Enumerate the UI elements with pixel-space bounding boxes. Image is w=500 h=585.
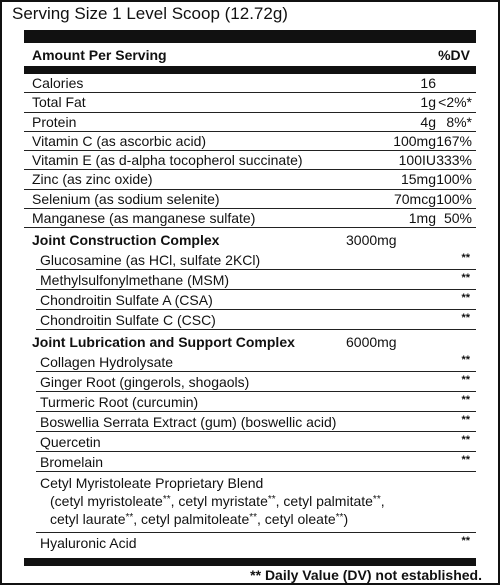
nutrient-name: Calories [32,75,84,91]
ingredient-name: Boswellia Serrata Extract (gum) (boswellic acid) [40,414,337,430]
ingredient-name: Ginger Root (gingerols, shogaols) [40,374,250,390]
divider-bar [24,558,476,566]
blend-component: , cetyl palmitate [275,493,373,509]
dv-not-established-mark: ** [461,292,470,304]
blend-component: cetyl laurate [50,511,126,527]
ingredient-row [36,533,476,553]
nutrient-name: Selenium (as sodium selenite) [32,190,220,207]
nutrient-name: Total Fat [32,94,86,111]
dv-not-established-mark: ** [249,512,258,523]
ingredient-name: Turmeric Root (curcumin) [40,394,199,410]
nutrient-row [24,113,476,132]
ingredient-name: Chondroitin Sulfate A (CSA) [40,292,213,308]
dv-not-established-mark: ** [372,494,381,505]
dv-not-established-mark: ** [461,434,470,446]
ingredient-name: Methylsulfonylmethane (MSM) [40,272,230,288]
serving-size: Serving Size 1 Level Scoop (12.72g) [12,4,288,23]
nutrient-dv: 333% [436,152,472,169]
nutrient-amount: 1mg [408,210,436,227]
amount-per-serving-heading: Amount Per Serving [32,47,167,63]
joint-lubrication-complex [24,332,476,553]
nutrient-dv: 50% [443,210,472,227]
dv-not-established-mark: ** [461,454,470,466]
dv-not-established-mark: ** [335,512,344,523]
nutrient-amount: 15mg [400,171,436,188]
blend-component: , cetyl palmitoleate [133,511,250,527]
nutrient-row [24,132,476,151]
joint-construction-complex [24,230,476,330]
ingredient-row [36,290,476,310]
nutrient-name: Vitamin C (as ascorbic acid) [32,132,207,149]
blend-component: , cetyl oleate [257,511,336,527]
nutrient-row [24,209,476,228]
ingredient-row [36,392,476,412]
nutrient-row [24,151,476,170]
nutrient-amount: 1g [420,94,436,111]
ingredient-name: Chondroitin Sulfate C (CSC) [40,312,216,328]
dv-not-established-mark: ** [461,535,470,547]
daily-value-heading: %DV [438,47,470,63]
ingredient-name: Collagen Hydrolysate [40,354,174,370]
proprietary-blend [36,472,476,533]
nutrient-name: Manganese (as manganese sulfate) [32,210,256,227]
blend-close: ) [343,511,349,527]
nutrient-row [24,170,476,189]
nutrient-dv: 167% [436,132,472,149]
complex-heading [24,230,476,250]
complex-name: Joint Lubrication and Support Complex [32,334,295,350]
dv-not-established-mark: ** [461,252,470,264]
nutrient-amount: 4g [420,113,436,130]
ingredient-row [36,352,476,372]
blend-separator: , [380,493,385,509]
ingredient-row [36,372,476,392]
dv-not-established-mark: ** [267,494,276,505]
ingredient-name: Quercetin [40,434,101,450]
blend-component: , cetyl myristate [170,493,268,509]
blend-title: Cetyl Myristoleate Proprietary Blend [40,475,264,491]
complex-amount: 3000mg [346,232,397,248]
nutrient-list [24,74,476,228]
nutrient-dv: 100% [436,171,472,188]
nutrient-amount: 70mcg [393,190,436,207]
divider-bar [24,30,476,43]
dv-not-established-mark: ** [461,394,470,406]
ingredient-row [36,452,476,472]
nutrient-name: Vitamin E (as d-alpha tocopherol succinate) [32,152,303,169]
complex-heading [24,332,476,352]
nutrient-amount: 100IU [398,152,436,169]
dv-not-established-mark: ** [461,272,470,284]
dv-not-established-mark: ** [461,374,470,386]
ingredient-name: Glucosamine (as HCl, sulfate 2KCl) [40,252,261,268]
nutrient-dv: 8%* [446,113,472,130]
nutrient-row [24,190,476,209]
nutrient-name: Zinc (as zinc oxide) [32,171,153,188]
ingredient-row [36,310,476,330]
divider-bar [24,66,476,74]
ingredient-row [36,432,476,452]
blend-components [40,492,472,528]
ingredient-name: Bromelain [40,454,104,470]
dv-not-established-mark: ** [162,494,171,505]
dv-not-established-mark: ** [461,354,470,366]
dv-not-established-mark: ** [125,512,134,523]
nutrient-row [24,74,476,93]
nutrient-dv: 100% [436,190,472,207]
nutrient-row [24,93,476,112]
blend-component: (cetyl myristoleate [50,493,163,509]
dv-not-established-mark: ** [461,414,470,426]
ingredient-name: Hyaluronic Acid [40,535,137,551]
complex-amount: 6000mg [346,334,397,350]
footnote: ** Daily Value (DV) not established. [250,567,482,583]
ingredient-row [36,412,476,432]
ingredient-row [36,270,476,290]
nutrient-amount: 100mg [393,132,436,149]
nutrient-dv: <2%* [438,94,472,111]
nutrient-name: Protein [32,113,77,130]
complex-name: Joint Construction Complex [32,232,220,248]
ingredient-row [36,250,476,270]
nutrient-amount: 16 [420,75,436,91]
dv-not-established-mark: ** [461,312,470,324]
